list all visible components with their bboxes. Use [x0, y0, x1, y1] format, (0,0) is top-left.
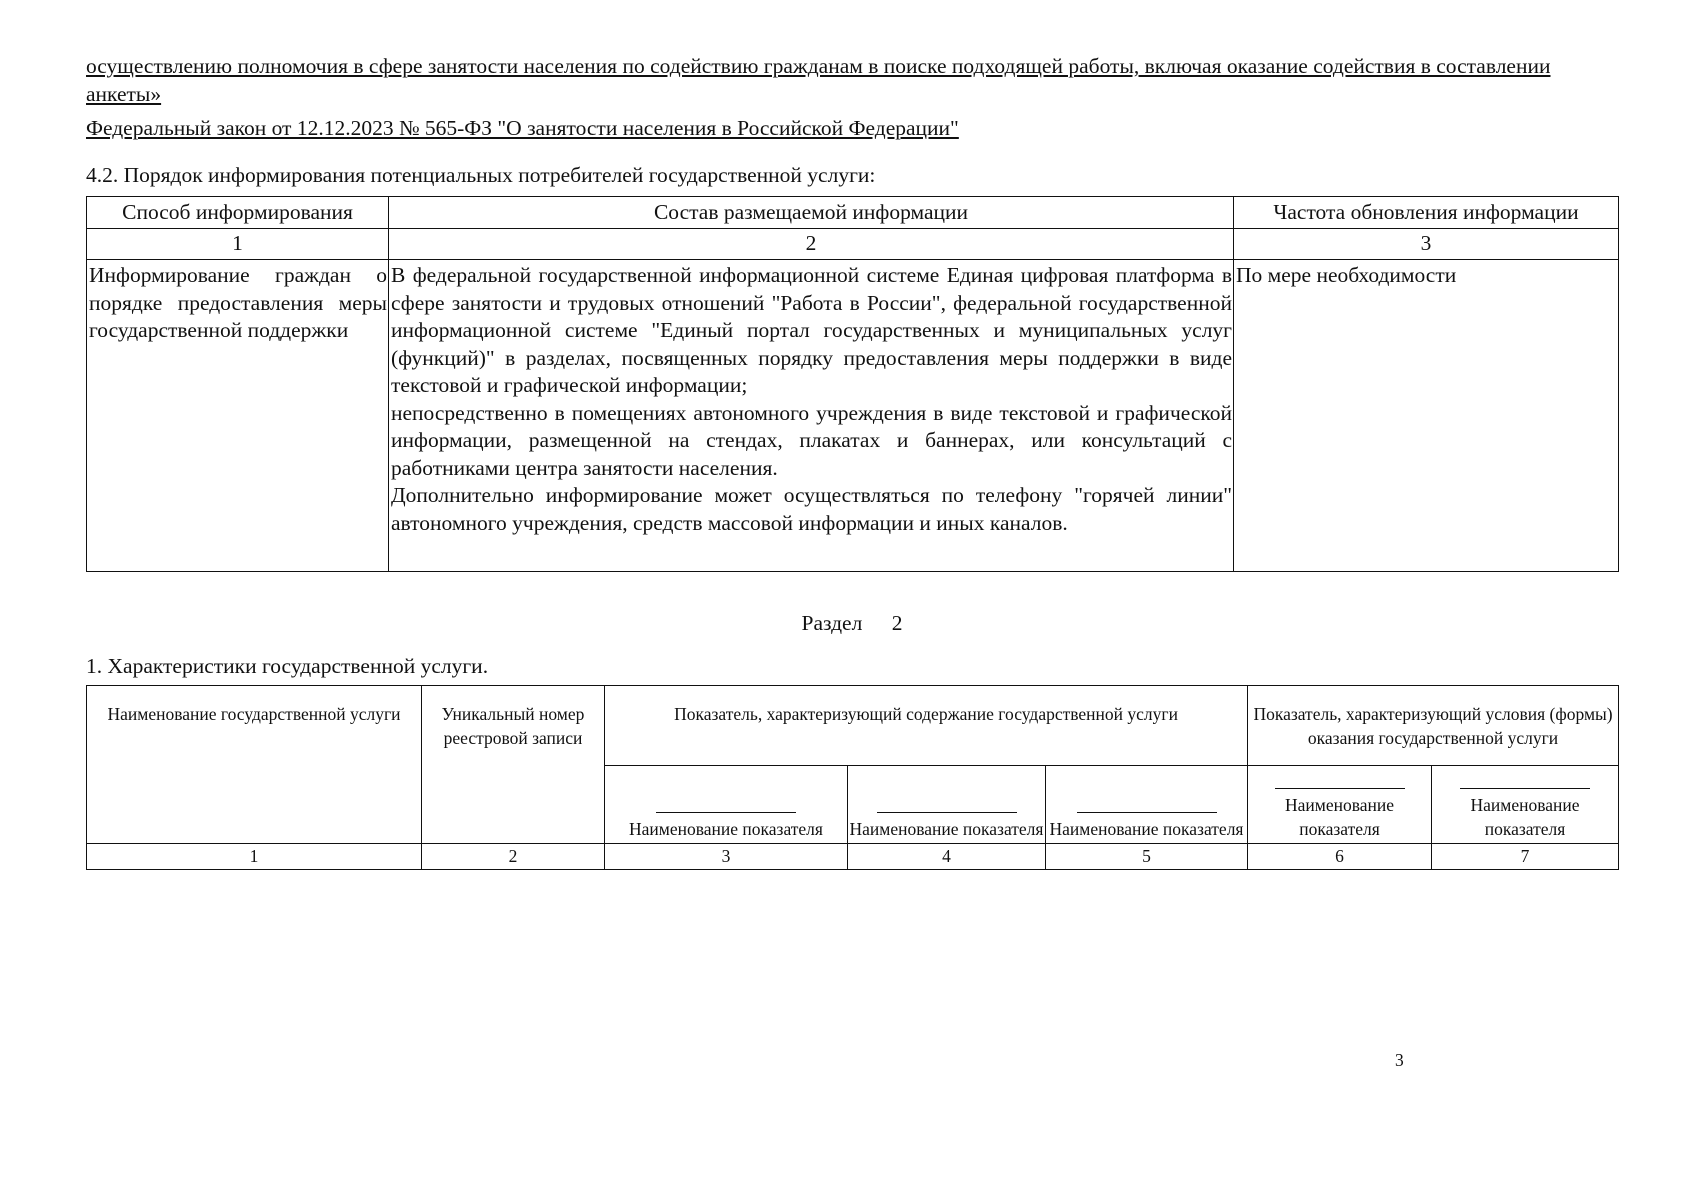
indicator-name-label: Наименование показателя [629, 819, 823, 839]
blank-line [1460, 766, 1590, 789]
update-frequency-cell: По мере необходимости [1234, 260, 1619, 572]
header-service-name: Наименование государственной услуги [87, 686, 422, 844]
indicator-name-label: Наименование показателя [849, 819, 1044, 839]
characteristics-title: 1. Характеристики государственной услуги. [86, 654, 489, 678]
indicator-name-label: Наименование показателя [1285, 795, 1395, 839]
header-conditions-indicator: Показатель, характеризующий условия (формы) оказания государственной услуги [1248, 686, 1619, 766]
indicator-name-cell [1046, 766, 1248, 844]
service-characteristics-table [86, 685, 1619, 870]
column-number: 3 [1234, 229, 1619, 260]
indicator-name-label: Наименование показателя [1470, 795, 1580, 839]
blank-line [656, 790, 796, 813]
column-number: 7 [1432, 844, 1619, 870]
column-number: 3 [605, 844, 848, 870]
header-content-indicator: Показатель, характеризующий содержание государственной услуги [605, 686, 1248, 766]
column-number: 2 [422, 844, 605, 870]
column-number: 2 [389, 229, 1234, 260]
column-number: 1 [87, 844, 422, 870]
content-paragraph: непосредственно в помещениях автономного учреждения в виде текстовой и графической информации, размещенной на стендах, плакатах и баннерах, или консультаций с работниками центра занятости населения. [391, 400, 1232, 480]
column-number: 5 [1046, 844, 1248, 870]
federal-law-reference: Федеральный закон от 12.12.2023 № 565-ФЗ "О занятости населения в Российской Федерации" [86, 116, 959, 140]
blank-line [1275, 766, 1405, 789]
content-paragraph: В федеральной государственной информационной системе Единая цифровая платформа в сфере занятости и трудовых отношений "Работа в России", федеральной государственной информационной системе "Единый портал государственных и муниципальных услуг (функций)" в разделах, посвященных порядку предоставления меры поддержки в виде текстовой и графической информации; [391, 263, 1232, 397]
blank-line [877, 790, 1017, 813]
indicator-name-cell [1248, 766, 1432, 844]
content-paragraph: Дополнительно информирование может осуществляться по телефону "горячей линии" автономного учреждения, средств массовой информации и иных каналов. [391, 483, 1232, 535]
section-4-2-title: 4.2. Порядок информирования потенциальных потребителей государственной услуги: [86, 163, 876, 187]
header-registry-number: Уникальный номер реестровой записи [422, 686, 605, 844]
indicator-name-label: Наименование показателя [1049, 819, 1244, 839]
page-number: 3 [1395, 1050, 1404, 1070]
header-content: Состав размещаемой информации [389, 197, 1234, 229]
column-number: 6 [1248, 844, 1432, 870]
informing-method-cell: Информирование граждан о порядке предоставления меры государственной поддержки [87, 260, 389, 572]
indicator-name-cell [848, 766, 1046, 844]
header-method: Способ информирования [87, 197, 389, 229]
column-number: 4 [848, 844, 1046, 870]
indicator-name-cell [1432, 766, 1619, 844]
indicator-name-cell [605, 766, 848, 844]
law-basis-line: осуществлению полномочия в сфере занятости населения по содействию гражданам в поиске подходящей работы, включая оказание содействия в составлении анкеты» [86, 54, 1551, 106]
header-frequency: Частота обновления информации [1234, 197, 1619, 229]
column-number: 1 [87, 229, 389, 260]
informing-table [86, 196, 1619, 572]
section-2-heading: Раздел 2 [801, 611, 903, 635]
informing-content-cell [389, 260, 1234, 572]
blank-line [1077, 790, 1217, 813]
